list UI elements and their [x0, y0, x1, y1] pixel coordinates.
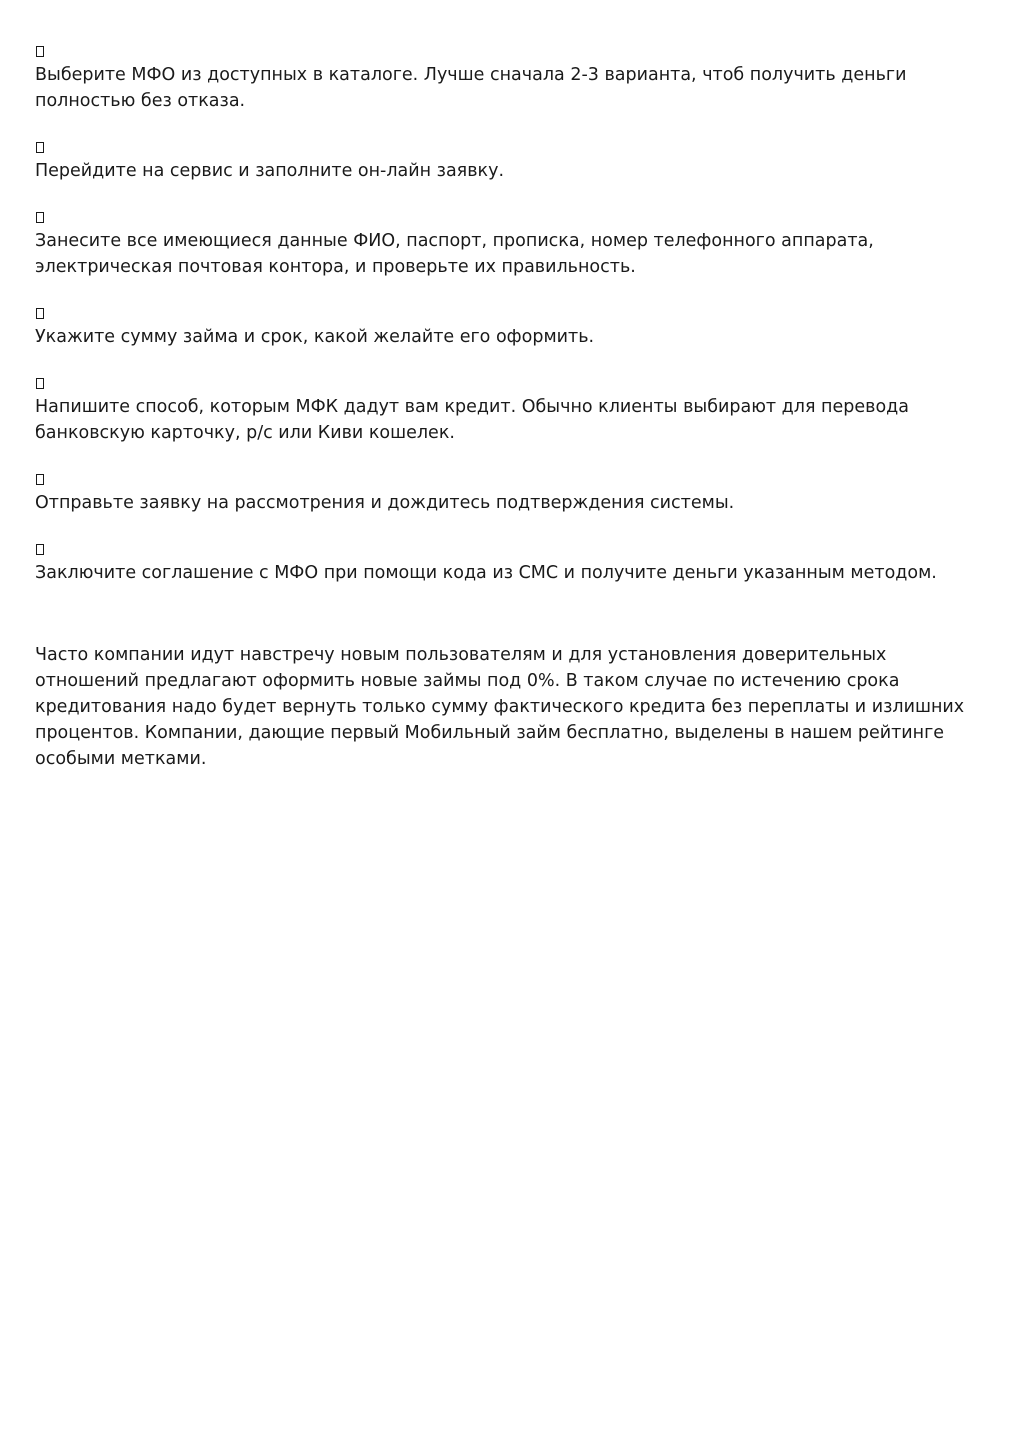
missing-glyph-box-icon	[36, 46, 44, 57]
step-text-5: Напишите способ, которым МФК дадут вам кредит. Обычно клиенты выбирают для перевода банковскую карточку, р/с или Киви кошелек.	[35, 397, 909, 443]
step-item-2	[35, 142, 990, 184]
missing-glyph-box-icon	[36, 212, 44, 223]
missing-glyph-box-icon	[36, 474, 44, 485]
step-text-6: Отправьте заявку на рассмотрения и дождитесь подтверждения системы.	[35, 493, 735, 513]
step-item-6	[35, 474, 990, 516]
step-item-3	[35, 212, 990, 280]
step-item-1	[35, 46, 990, 114]
step-text-1: Выберите МФО из доступных в каталоге. Лучше сначала 2-3 варианта, чтоб получить деньги полностью без отказа.	[35, 65, 907, 111]
closing-paragraph: Часто компании идут навстречу новым пользователям и для установления доверительных отношений предлагают оформить новые займы под 0%. В таком случае по истечению срока кредитования надо будет вернуть только сумму фактического кредита без переплаты и излишних процентов. Компании, дающие первый Мобильный займ бесплатно, выделены в нашем рейтинге особыми метками.	[35, 645, 965, 769]
missing-glyph-box-icon	[36, 142, 44, 153]
step-item-5	[35, 378, 990, 446]
step-item-4	[35, 308, 990, 350]
document-page	[35, 40, 990, 790]
missing-glyph-box-icon	[36, 544, 44, 555]
step-text-4: Укажите сумму займа и срок, какой желайте его оформить.	[35, 327, 595, 347]
step-text-2: Перейдите на сервис и заполните он-лайн заявку.	[35, 161, 505, 181]
step-item-7	[35, 544, 990, 586]
step-text-7: Заключите соглашение с МФО при помощи кода из СМС и получите деньги указанным методом.	[35, 563, 937, 583]
step-text-3: Занесите все имеющиеся данные ФИО, паспорт, прописка, номер телефонного аппарата, электрическая почтовая контора, и проверьте их правильность.	[35, 231, 874, 277]
missing-glyph-box-icon	[36, 378, 44, 389]
missing-glyph-box-icon	[36, 308, 44, 319]
